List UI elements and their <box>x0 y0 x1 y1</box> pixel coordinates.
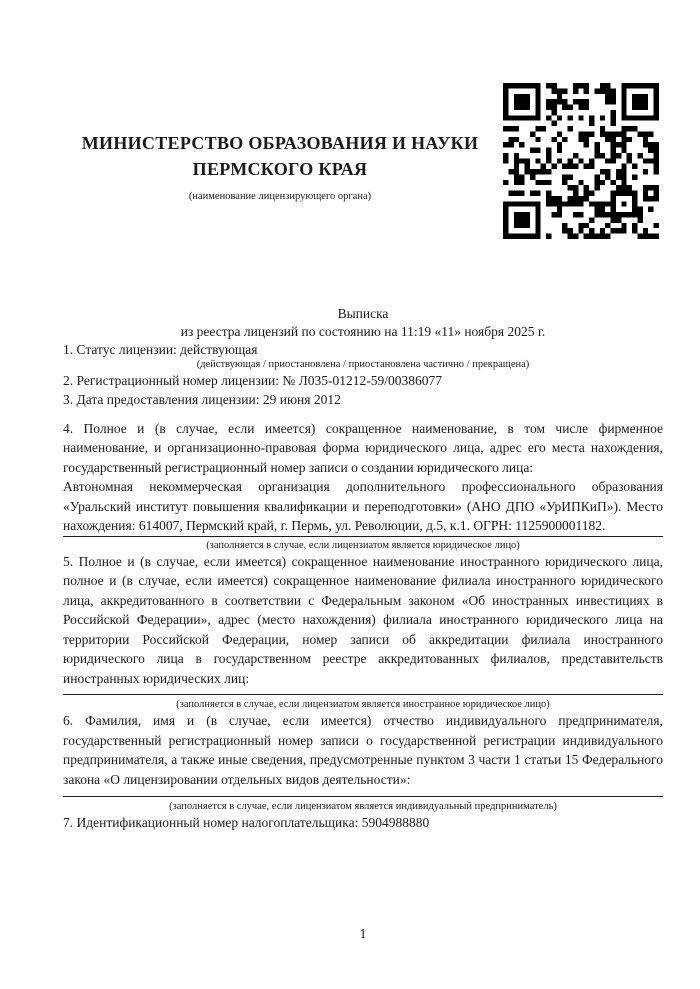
item-4-question: 4. Полное и (в случае, если имеется) сокращенное наименование, в том числе фирменное наименование, и организационно-правовая форма юридического лица, адрес его места нахождения, государственный регистрационный номер записи о создании юридического лица: <box>63 420 663 475</box>
authority-caption: (наименование лицензирующего органа) <box>188 191 372 202</box>
item-2-registration-number: 2. Регистрационный номер лицензии: № Л035-01212-59/00386077 <box>63 372 443 388</box>
document-title-line2: из реестра лицензий по состоянию на 11:19 «11» ноября 2025 г. <box>180 323 546 339</box>
ministry-name-line1: МИНИСТЕРСТВО ОБРАЗОВАНИЯ И НАУКИ <box>81 133 479 153</box>
item-4-legal-entity-block <box>63 419 663 537</box>
item-6-caption: (заполняется в случае, если лицензиатом является индивидуальный предприниматель) <box>169 801 557 812</box>
item-6-individual-entrepreneur-question: 6. Фамилия, имя и (в случае, если имеется) отчество индивидуального предпринимателя, государственный регистрационный номер записи о государственной регистрации индивидуального предпринимателя, а также иные сведения, предусмотренные пунктом 3 части 1 статьи 15 Федерального закона «О лицензировании отдельных видов деятельности»: <box>63 713 663 787</box>
ministry-name-line2: ПЕРМСКОГО КРАЯ <box>192 159 368 179</box>
item-6-blank-line <box>63 796 663 797</box>
page-number: 1 <box>359 926 367 941</box>
licensing-authority-block <box>70 130 490 203</box>
item-5-caption: (заполняется в случае, если лицензиатом является иностранное юридическое лицо) <box>176 699 550 710</box>
item-5-blank-line <box>63 694 663 695</box>
qr-code-image <box>503 83 659 239</box>
item-7-taxpayer-number: 7. Идентификационный номер налогоплательщика: 5904988880 <box>63 815 430 830</box>
item-1-license-status: 1. Статус лицензии: действующая <box>63 342 258 357</box>
item-4-caption: (заполняется в случае, если лицензиатом является юридическое лицо) <box>206 539 520 551</box>
document-title-line1: Выписка <box>337 306 389 321</box>
item-3-license-date: 3. Дата предоставления лицензии: 29 июня 2012 <box>63 392 341 407</box>
ministry-name <box>70 130 490 182</box>
item-4-answer: Автономная некоммерческая организация дополнительного профессионального образования «Уральский институт повышения квалификации и переподготовки» (АНО ДПО «УрИПКиП»). Место нахождения: 614007, Пермский край, г. Пермь, ул. Революции, д.5, к.1. ОГРН: 1125900001182. <box>63 479 663 533</box>
document-title <box>63 305 663 340</box>
qr-code <box>503 83 659 239</box>
document-body <box>63 340 663 833</box>
document-header <box>63 0 663 240</box>
item-5-foreign-entity-question: 5. Полное и (в случае, если имеется) сокращенное наименование иностранного юридического лица, полное и (в случае, если имеется) сокращенное наименование филиала иностранного юридического лица, аккредитованного в соответствии с Федеральным законом «Об иностранных инвестициях в Российской Федерации», адрес (место нахождения) филиала иностранного юридического лица на территории Российской Федерации, номер записи об аккредитации филиала иностранного юридического лица в государственном реестре аккредитованных филиалов, представительств иностранных юридических лиц: <box>63 553 663 686</box>
item-1-caption: (действующая / приостановлена / приостановлена частично / прекращена) <box>196 358 530 370</box>
